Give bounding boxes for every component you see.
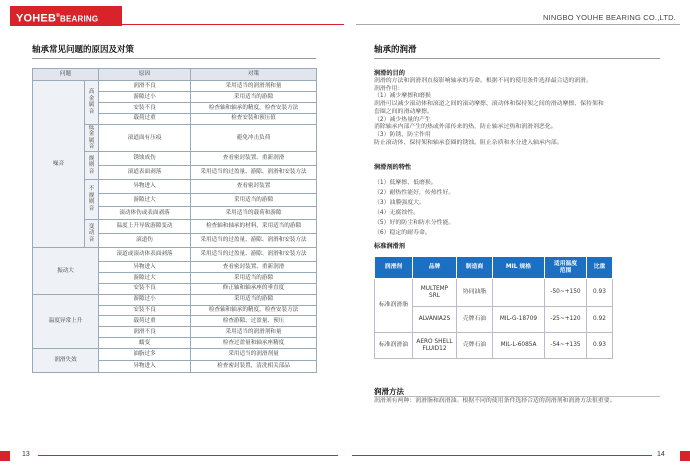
footer-rule-right: [352, 455, 652, 456]
purpose-line: 润滑可以减少滚动体和滚道之间的滚动摩擦、滚动体和保持架之间的滑动摩擦、保持架和: [374, 101, 604, 108]
lube-row: [375, 333, 613, 359]
purpose-line: （3）防锈、防尘作用: [374, 131, 431, 138]
property-item: （1）低摩擦、低磨损。: [374, 180, 437, 186]
purpose-line: 消除轴承内部产生的热或外部传来的热，防止轴承过热和润滑剂恶化。: [374, 124, 557, 131]
fix-cell: 采用适当的游隙: [191, 193, 317, 206]
cause-cell: 安装不良: [99, 305, 191, 316]
lube-header-maker: 制造商: [457, 257, 493, 279]
brand-logo: [10, 6, 122, 26]
group-noise: 噪音: [33, 81, 85, 248]
property-item: （2）耐热性能好，传热性好。: [374, 190, 455, 196]
method-heading: 润滑方法: [374, 387, 404, 396]
fix-cell: 采用适当的游隙: [191, 294, 317, 305]
fix-cell: 检查轴和轴承的精度，检查安装方法: [191, 102, 317, 113]
fix-cell: 采用适当的载荷和游隙: [191, 206, 317, 219]
group-lubrication-failure: 润滑失效: [33, 349, 99, 373]
lube-row: [375, 279, 613, 307]
cause-cell: 润滑不良: [99, 81, 191, 92]
fix-cell: 检查轴和轴承的精度，检查安装方法: [191, 305, 317, 316]
brand-subtitle: BEARING: [60, 14, 99, 24]
group-vibration: 振动大: [33, 247, 99, 294]
fix-cell: 避免冲击负荷: [191, 124, 317, 151]
fix-cell: 采用适当的过盈量、游隙、润滑和安装方法: [191, 165, 317, 179]
fix-cell: 采用适当的过盈量、游隙、润滑和安装方法: [191, 233, 317, 247]
lube-header-row: [375, 257, 613, 279]
table-row: [33, 349, 317, 361]
lube-header-lubricant: 润滑剂: [375, 257, 413, 279]
brand-registered-mark: ®: [56, 13, 61, 19]
fix-cell: 查看密封装置、重新润滑: [191, 261, 317, 272]
fix-cell: 修正轴和轴承座的垂直度: [191, 283, 317, 294]
cause-cell: 载荷过重: [99, 113, 191, 124]
property-item: （5）好的防尘和防水分性能。: [374, 220, 455, 226]
lube-type-oil: 标准润滑油: [375, 333, 413, 359]
subgroup-regular: 规 则 音: [85, 151, 99, 179]
cause-cell: 滚动体伤或表面剥落: [99, 206, 191, 219]
cause-cell: 异物进入: [99, 179, 191, 193]
lube-mil: [493, 279, 545, 307]
lube-maker: 壳牌石油: [457, 333, 493, 359]
header-fix: 对策: [191, 69, 317, 81]
fix-cell: 检查过盈量和轴承座精度: [191, 338, 317, 349]
fix-cell: 采用适当的润滑剂量: [191, 349, 317, 361]
method-rule: [374, 396, 660, 397]
page-number-left: 13: [22, 451, 30, 458]
cause-cell: 安装不良: [99, 283, 191, 294]
cause-cell: 异物进入: [99, 361, 191, 373]
fix-cell: 查看密封装置、重新润滑: [191, 151, 317, 165]
lube-sg: 0.92: [587, 307, 613, 333]
fix-cell: 查看密封装置: [191, 179, 317, 193]
footer-bar-right: [680, 451, 690, 461]
cause-cell: 油脂过多: [99, 349, 191, 361]
cause-cell: 锈蚀成伤: [99, 151, 191, 165]
lube-mil: MIL-L-6085A: [493, 333, 545, 359]
troubleshooting-table: [32, 68, 317, 373]
cause-cell: 滚道面有压痕: [99, 124, 191, 151]
lube-header-temp: 适用温度 范围: [545, 257, 587, 279]
cause-cell: 游隙过小: [99, 91, 191, 102]
cause-cell: 安装不良: [99, 102, 191, 113]
lube-temp: -25~+120: [545, 307, 587, 333]
fix-cell: 检查密封装置，清洗相关部品: [191, 361, 317, 373]
purpose-line: （2）减少热量的产生: [374, 116, 431, 123]
cause-cell: 滚道表面剥落: [99, 165, 191, 179]
lube-maker: 壳牌石油: [457, 307, 493, 333]
fix-cell: 采用适当的润滑剂和量: [191, 327, 317, 338]
cause-cell: 滚道伤: [99, 233, 191, 247]
purpose-line: 防止滚动体、保持架和轴承套圈的锈蚀。阻止杂质和水分进入轴承内部。: [374, 139, 563, 146]
purpose-text: [374, 78, 604, 147]
lube-sg: 0.93: [587, 333, 613, 359]
lube-maker: 协同油脂: [457, 279, 493, 307]
lube-header-mil: MIL 规格: [493, 257, 545, 279]
page-number-right: 14: [657, 451, 665, 458]
cause-cell: 游隙过小: [99, 294, 191, 305]
fix-cell: 采用适当的游隙: [191, 91, 317, 102]
header-problem: 问题: [33, 69, 99, 81]
lubricant-table: [374, 256, 613, 359]
header-rule-left: [122, 24, 344, 25]
subgroup-irregular: 不 规 则 音: [85, 179, 99, 219]
fix-cell: 检查轴和轴承的材料，采用适当的游隙: [191, 219, 317, 233]
lube-temp: -50~+150: [545, 279, 587, 307]
lube-temp: -54~+135: [545, 333, 587, 359]
left-section-rule: [32, 58, 316, 59]
purpose-line: 润滑作用：: [374, 85, 404, 92]
cause-cell: 蠕变: [99, 338, 191, 349]
fix-cell: 检查游隙、过盈量、预压: [191, 316, 317, 327]
lube-header-sg: 比重: [587, 257, 613, 279]
header-rule-right: [356, 24, 680, 25]
subgroup-varying: 变 动 音: [85, 219, 99, 247]
lube-brand: ALVANIA2S: [413, 307, 457, 333]
subgroup-metal: 高 金 属 音: [85, 81, 99, 125]
fix-cell: 采用适当的游隙: [191, 272, 317, 283]
brand-name: YOHEB: [16, 12, 57, 25]
header-cause: 原因: [99, 69, 191, 81]
company-name: NINGBO YOUHE BEARING CO.,LTD.: [542, 13, 676, 22]
cause-cell: 润滑不良: [99, 327, 191, 338]
cause-cell: 游隙过大: [99, 272, 191, 283]
fix-cell: 检查安装和预压值: [191, 113, 317, 124]
table-header-row: [33, 69, 317, 81]
purpose-line: （1）减少摩擦和磨损: [374, 93, 431, 100]
properties-list: [374, 178, 454, 238]
properties-heading: 润滑剂的特性: [374, 164, 412, 171]
cause-cell: 异物进入: [99, 261, 191, 272]
lube-mil: MIL-G-18709: [493, 307, 545, 333]
right-section-rule: [374, 58, 660, 59]
right-section-title: 轴承的润滑: [374, 45, 417, 55]
purpose-line: 套圈之间的滑动摩擦。: [374, 108, 433, 115]
lube-brand: AERO SHELL FLUID12: [413, 333, 457, 359]
purpose-line: 润滑的方法和润滑剂直接影响轴承的寿命。根据不同的使用条件选择最合适的润滑。: [374, 78, 592, 84]
fix-cell: 采用适当的润滑剂和量: [191, 81, 317, 92]
footer-bar-left: [0, 451, 10, 461]
standard-lubricant-heading: 标准润滑剂: [374, 243, 405, 250]
cause-cell: 温度上升导致游隙变动: [99, 219, 191, 233]
left-section-title: 轴承常见问题的原因及对策: [32, 45, 135, 55]
cause-cell: 载荷过重: [99, 316, 191, 327]
cause-cell: 滚道或滚动体表面剥落: [99, 247, 191, 261]
purpose-heading: 润滑的目的: [374, 70, 405, 77]
lube-brand: MULTEMP SRL: [413, 279, 457, 307]
lube-sg: 0.93: [587, 279, 613, 307]
property-item: （6）稳定的耐寿命。: [374, 230, 431, 236]
cause-cell: 游隙过大: [99, 193, 191, 206]
footer-rule-left: [38, 455, 338, 456]
property-item: （3）油膜强度大。: [374, 200, 425, 206]
group-temperature: 温度异常上升: [33, 294, 99, 348]
table-row: [33, 294, 317, 305]
subgroup-low-metal: 低金 属音: [85, 124, 99, 151]
method-text: 润滑剂有两种：润滑脂和润滑油。根据不同的使用条件选择合适的润滑剂和润滑方法很重要。: [374, 398, 616, 404]
lube-header-brand: 品牌: [413, 257, 457, 279]
property-item: （4）无腐蚀性。: [374, 210, 419, 216]
table-row: [33, 81, 317, 92]
fix-cell: 采用适当的过盈量、游隙、润滑和安装方法: [191, 247, 317, 261]
table-row: [33, 247, 317, 261]
lube-type-grease: 标准润滑脂: [375, 279, 413, 333]
